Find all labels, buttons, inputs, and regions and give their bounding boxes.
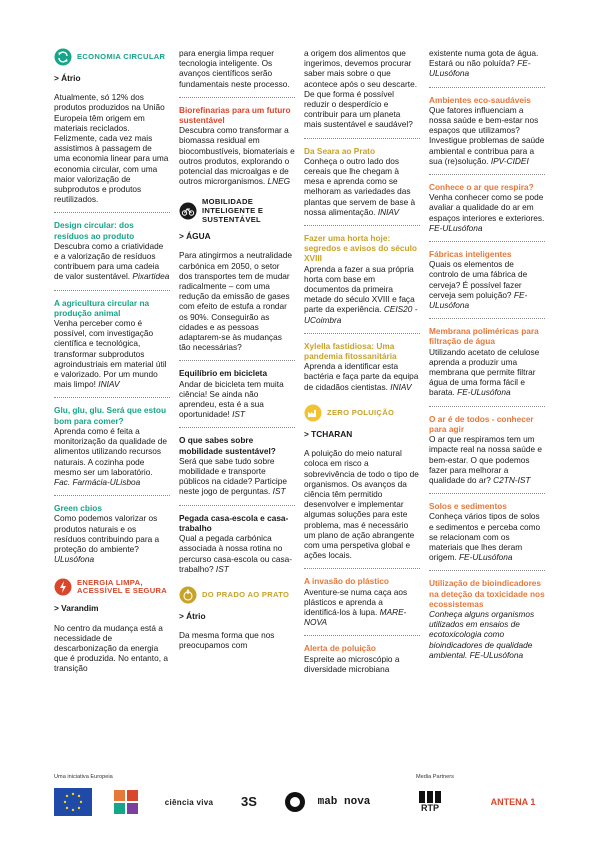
- activity-organizer: FE-ULusófona: [429, 58, 531, 79]
- continued-text: a origem dos alimentos que ingerimos, devemos procurar saber mais sobre o que acontece após o seu descarte. De que forma é possível reduzir o desperdício e contribuir para um planeta mais sustentável e saudável?: [304, 48, 418, 130]
- agency-logo: [284, 788, 306, 816]
- divider: [429, 87, 545, 88]
- section-header-economia-circular: [54, 48, 170, 66]
- rtp-logo: [416, 788, 444, 816]
- antena-1-logo: ANTENA 1: [490, 797, 536, 807]
- activity-title: Fábricas inteligentes: [429, 249, 512, 260]
- activity-organizer: MARE-NOVA: [304, 606, 407, 628]
- activity-item: [179, 105, 295, 187]
- eu-flag-logo: [54, 788, 92, 816]
- activity-organizer: FE-ULusófona: [457, 387, 511, 398]
- activity-title: Green cbios: [54, 503, 102, 514]
- activity-item: [429, 95, 545, 166]
- section-intro: A poluição do meio natural coloca em risco a sobrevivência de todo o tipo de organismos. Os avanços da ciência têm permitido desenvolver e implementar algumas soluções para este problema, mas é necessário um plano de ação abrangente com uma perspetiva global e ações locais.: [304, 448, 419, 561]
- divider: [304, 333, 420, 334]
- column-4: [429, 48, 545, 660]
- activity-item: [304, 576, 420, 627]
- activity-organizer: LNEG: [267, 176, 291, 187]
- divider: [54, 397, 170, 398]
- activity-description: Aventure-se numa caça aos plásticos e aprenda a identificá-los à lupa.: [304, 586, 408, 617]
- activity-item: [54, 405, 170, 487]
- activity-item: [179, 435, 295, 496]
- activity-organizer: IST: [232, 409, 245, 420]
- activity-title: Ambientes eco-saudáveis: [429, 94, 531, 105]
- section-intro: Para atingirmos a neutralidade carbónica em 2050, o setor dos transportes tem de mudar radicalmente – com uma redução da emissão de gases com efeito de estufa a rondar os 90%. Conseguirão as cidades e as pessoas adaptarem-se às mudanças tão necessárias?: [179, 250, 292, 353]
- location-label: > ÁGUA: [179, 231, 211, 242]
- activity-item: [54, 503, 170, 564]
- continued-text: existente numa gota de água. Estará ou não poluída?: [429, 48, 539, 69]
- svg-text:3S: 3S: [241, 794, 257, 809]
- activity-organizer: Fac. Farmácia-ULisboa: [54, 476, 141, 487]
- activity-title: Solos e sedimentos: [429, 501, 507, 512]
- activity-description: Andar de bicicleta tem muita ciência! Se ainda não aprendeu, esta é a sua oportunidade!: [179, 378, 284, 420]
- activity-title: Pegada casa-escola e casa-trabalho: [179, 512, 289, 533]
- activity-item: [429, 414, 545, 485]
- activity-title: O ar é de todos - conhecer para agir: [429, 413, 534, 434]
- activity-description: Venha conhecer como se pode avaliar a qualidade do ar em espaços interiores e exteriores.: [429, 192, 545, 223]
- activity-item: [429, 578, 545, 660]
- section-title: ZERO POLUIÇÃO: [327, 407, 395, 417]
- divider: [429, 318, 545, 319]
- section-header-do-prado-ao-prato: [179, 586, 295, 604]
- column-2: [179, 48, 295, 651]
- factory-icon: [304, 404, 322, 422]
- activity-title: Alerta de poluição: [304, 643, 376, 654]
- activity-organizer: INIAV: [98, 379, 120, 390]
- activity-organizer: C2TN-IST: [493, 474, 531, 485]
- activity-item: [304, 233, 420, 325]
- activity-title: Glu, glu, glu. Será que estou bom para comer?: [54, 405, 167, 426]
- activity-organizer: IST: [215, 563, 229, 574]
- section-header-zero-poluicao: [304, 404, 420, 422]
- divider: [429, 406, 545, 407]
- activity-organizer: FE-ULusófona: [469, 649, 524, 660]
- activity-description: Aprenda a identificar esta bactéria e faça parte da equipa de cidadãos cientistas.: [304, 361, 419, 392]
- activity-description: Utilizando acetato de celulose aprenda a produzir uma membrana que permite filtrar água de uma forma fácil e barata.: [429, 346, 540, 398]
- column-1: [54, 48, 170, 674]
- activity-item: [429, 182, 545, 233]
- activity-description: Como podemos valorizar os produtos naturais e os resíduos contribuindo para a proteção do ambiente?: [54, 513, 160, 554]
- activity-organizer: Pixartidea: [132, 271, 170, 282]
- activity-title: A invasão do plástico: [304, 576, 389, 587]
- activity-title: Conhece o ar que respira?: [429, 182, 534, 193]
- activity-item: [429, 501, 545, 562]
- activity-title: Fazer uma horta hoje: segredos e avisos do século XVIII: [304, 233, 417, 264]
- bicycle-icon: [179, 202, 197, 220]
- location-label: > Átrio: [54, 73, 81, 83]
- activity-organizer: IPV-CIDEI: [490, 155, 529, 166]
- divider: [429, 570, 545, 571]
- recycle-icon: [54, 48, 72, 66]
- continued-text: para energia limpa requer tecnologia inteligente. Os avanços científicos serão fundamentais neste processo.: [179, 48, 290, 89]
- section-intro: Da mesma forma que nos preocupamos com: [179, 630, 275, 651]
- activity-organizer: IST: [272, 486, 286, 497]
- rtp-label: RTP: [421, 803, 439, 813]
- mab-nova-logo: mab nova: [317, 796, 371, 808]
- ciencia-viva-logo: ciência viva: [164, 797, 214, 807]
- activity-item: [179, 513, 295, 574]
- lightning-icon: [54, 578, 72, 596]
- divider: [304, 225, 420, 226]
- activity-organizer: CEIS20 -UCoimbra: [304, 304, 418, 325]
- location-label: > Varandim: [54, 603, 99, 614]
- activity-description: Aprenda como é feita a monitorização da qualidade de alimentos utilizando recursos naturais. A cozinha pode mesmo ser um laboratório.: [54, 425, 168, 477]
- activity-title: Membrana poliméricas para filtração de água: [429, 326, 539, 347]
- section-header-mobilidade: [179, 198, 295, 224]
- activity-item: [304, 146, 420, 217]
- activity-title: Biorefinarias para um futuro sustentável: [179, 104, 291, 126]
- activity-organizer: INIAV: [390, 381, 412, 392]
- divider: [54, 495, 170, 496]
- activity-organizer: INIAV: [377, 206, 400, 217]
- divider: [179, 360, 295, 361]
- activity-description: Quais os elementos de controlo de uma fábrica de cerveja? É possível fazer cerveja sem poluição?: [429, 259, 528, 300]
- section-title: DO PRADO AO PRATO: [202, 589, 290, 599]
- divider: [304, 568, 420, 569]
- activity-description: Venha perceber como é possível, com investigação científica e tecnológica, transformar subprodutos agroindustriais em material útil e valorizado. Por um mundo mais limpo!: [54, 318, 167, 390]
- divider: [429, 241, 545, 242]
- location-label: > TCHARAN: [304, 428, 353, 439]
- activity-organizer: FE-ULusófona: [458, 552, 513, 563]
- activity-item: [54, 298, 170, 390]
- leaf-plate-icon: [179, 586, 197, 604]
- divider: [54, 290, 170, 291]
- divider: [304, 138, 420, 139]
- divider: [54, 212, 170, 213]
- activity-title: Da Seara ao Prato: [304, 145, 376, 156]
- divider: [304, 635, 420, 636]
- activity-title: Design circular: dos resíduos ao produto: [54, 220, 135, 241]
- activity-item: [304, 341, 420, 392]
- media-partners-label: Media Partners: [416, 774, 454, 780]
- location-label: > Átrio: [179, 610, 206, 621]
- section-title: ECONOMIA CIRCULAR: [77, 51, 166, 61]
- activity-description: Descubra como transformar a biomassa residual em biocombustíveis, biomateriais e outros produtos, explorando o potencial das microalgas e de outros microrganismos.: [179, 125, 295, 187]
- activity-description: Conheça alguns organismos utilizados em ensaios de ecotoxicologia como bioindicadores de qualidade ambiental.: [429, 608, 535, 660]
- section-title: MOBILIDADE INTELIGENTE E SUSTENTÁVEL: [202, 197, 264, 224]
- initiative-label: Uma iniciativa Europeia: [54, 774, 113, 780]
- divider: [179, 427, 295, 428]
- activity-description: Descubra como a criatividade e a valorização de resíduos contribuem para uma cadeia de valor sustentável.: [54, 240, 164, 282]
- activity-description: Que fatores influenciam a nossa saúde e bem-estar nos espaços que utilizamos? Investigue problemas de saúde ambiental e contribua para a sua (re)solução.: [429, 104, 545, 166]
- section-title: ENERGIA LIMPA, ACESSÍVEL E SEGURA: [77, 577, 168, 596]
- divider: [429, 493, 545, 494]
- activity-description: Qual a pegada carbónica associada à nossa rotina no percurso casa-escola ou casa-trabalho?: [179, 533, 292, 574]
- activity-title: Equilíbrio em bicicleta: [179, 368, 268, 379]
- column-3: [304, 48, 420, 674]
- activity-description: Conheça vários tipos de solos e sedimentos e perceba como se relacionam com os materiais que lhes deram origem.: [429, 511, 541, 563]
- activity-title: Xylella fastidiosa: Uma pandemia fitossanitária: [304, 340, 397, 362]
- activity-item: [429, 326, 545, 397]
- activity-item: [304, 643, 420, 674]
- section-intro: No centro da mudança está a necessidade de descarbonização da energia que é produzida. No entanto, a transição: [54, 622, 168, 674]
- activity-item: [54, 220, 170, 281]
- section-header-energia-limpa: [54, 578, 170, 596]
- activity-title: Utilização de bioindicadores na deteção da toxicidade nos ecossistemas: [429, 578, 545, 609]
- divider: [179, 97, 295, 98]
- activity-description: Espreite ao microscópio a diversidade microbiana: [304, 653, 400, 674]
- activity-organizer: FE-ULusófona: [429, 222, 483, 233]
- activity-organizer: FE-ULusófona: [429, 289, 528, 311]
- festival-logo: [112, 788, 140, 816]
- activity-item: [179, 368, 295, 419]
- activity-title: O que sabes sobre mobilidade sustentável?: [179, 435, 276, 456]
- divider: [179, 505, 295, 506]
- activity-organizer: ULusófona: [54, 554, 95, 565]
- activity-item: [429, 249, 545, 310]
- partner-footer: [54, 774, 541, 824]
- 3s-logo: [240, 788, 260, 816]
- activity-description: O ar que respiramos tem um impacte real na nossa saúde e bem-estar. O que podemos fazer para melhorar a qualidade do ar?: [429, 434, 543, 485]
- activity-description: Conheça o outro lado dos cereais que lhe chegam à mesa e aprenda como se melhoram as variedades das plantas que servem de base à nossa alimentação.: [304, 155, 416, 217]
- divider: [429, 174, 545, 175]
- section-intro: Atualmente, só 12% dos produtos produzidos na União Europeia têm origem em materiais reciclados. Felizmente, cada vez mais assistimos à passagem de uma economia linear para uma economia circular, com uma maior valorização de subprodutos e produtos reutilizados.: [54, 92, 169, 205]
- activity-description: Aprenda a fazer a sua própria horta com base em documentos da primeira metade do século XVIII e faça parte da experiência.: [304, 263, 415, 315]
- activity-title: A agricultura circular na produção animal: [54, 297, 150, 318]
- activity-description: Será que sabe tudo sobre mobilidade e transporte públicos na cidade? Participe neste jogo de perguntas.: [179, 455, 287, 497]
